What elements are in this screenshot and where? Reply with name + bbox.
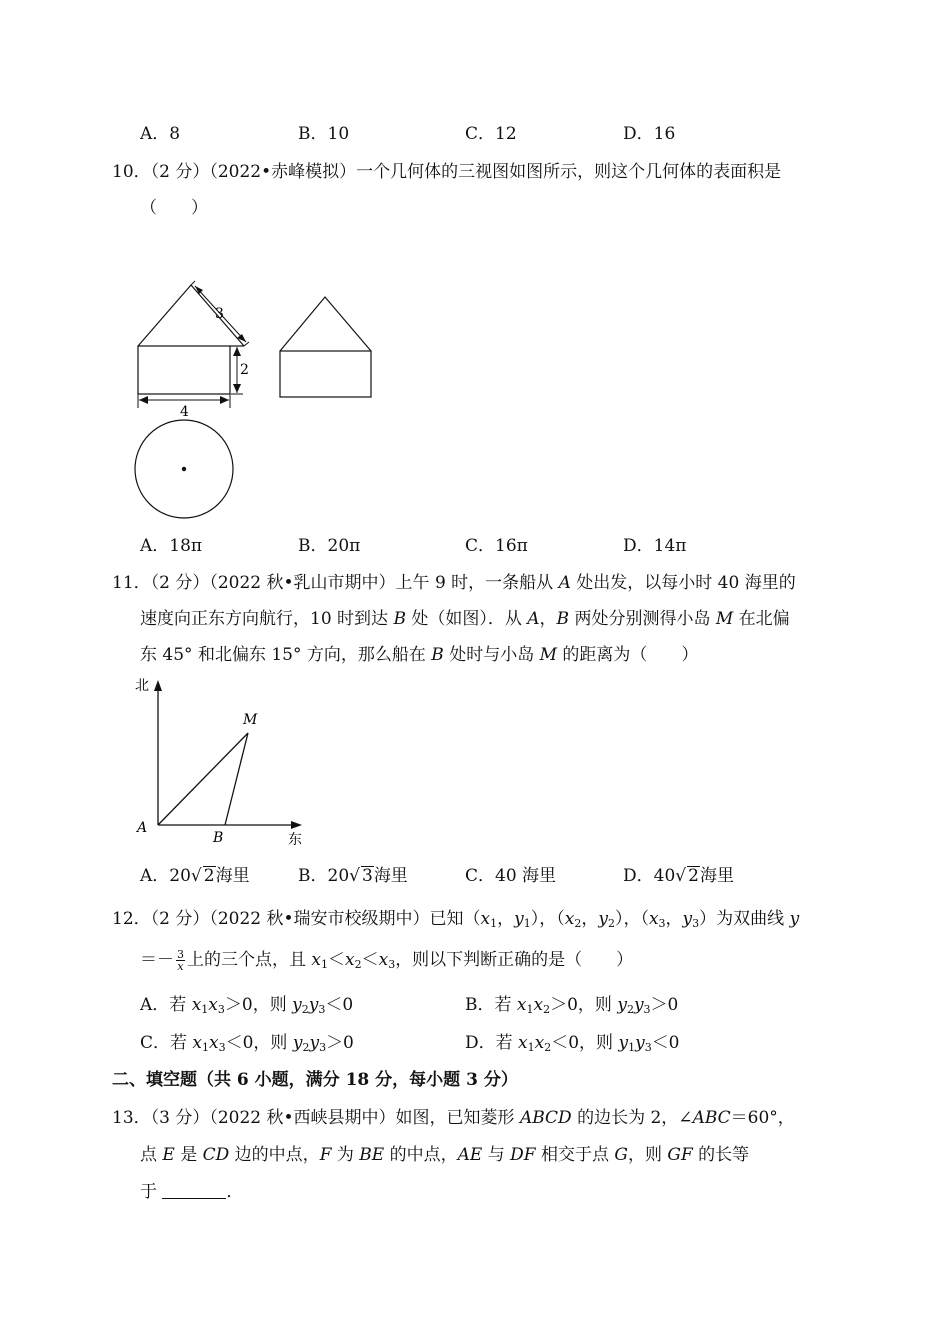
fraction-3-over-x: $\frac{3}{x}$ xyxy=(177,948,184,973)
q10-option-c: C．16π xyxy=(465,536,528,556)
q11-stem-line2: 速度向正东方向航行，10 时到达 B 处（如图）．从 A，B 两处分别测得小岛 M 在北偏 xyxy=(140,609,790,629)
q11-stem-line3: 东 45° 和北偏东 15° 方向，那么船在 B 处时与小岛 M 的距离为（ ） xyxy=(140,645,699,665)
q11-option-a: A．20√ 2海里 xyxy=(140,866,250,886)
answer-blank[interactable] xyxy=(162,1182,226,1199)
q11-option-d: D．40√ 2海里 xyxy=(623,866,734,886)
dimension-label-2: 2 xyxy=(240,362,249,378)
q12-stem-line1: 12．（2 分）（2022 秋•瑞安市校级期中）已知（$x_1$，$y_1$），（$x_2$，$y_2$），（$x_3$，$y_3$）为双曲线 y xyxy=(112,909,800,930)
north-label: 北 xyxy=(135,678,149,694)
q10-stem-line2: （ ） xyxy=(140,198,208,218)
q11-option-c: C．40 海里 xyxy=(465,866,557,886)
q12-option-c: C．若 $x_1x_3<0$，则 $y_2y_3>0$ xyxy=(140,1033,354,1054)
q11-option-b: B．20√ 3海里 xyxy=(298,866,408,886)
q12-option-b: B．若 $x_1x_2>0$，则 $y_2y_3>0$ xyxy=(465,995,679,1016)
front-view-roof xyxy=(138,285,244,346)
point-m-label: M xyxy=(243,712,258,728)
q10-stem-line1: 10．（2 分）（2022•赤峰模拟）一个几何体的三视图如图所示，则这个几何体的表面积是 xyxy=(112,162,782,182)
q12-option-d: D．若 $x_1x_2<0$，则 $y_1y_3<0$ xyxy=(465,1033,680,1054)
q10-option-a: A．18π xyxy=(140,536,203,556)
q13-stem-line3: 于 ． xyxy=(140,1182,244,1202)
dimension-label-4: 4 xyxy=(180,404,189,420)
ship-bearing-figure xyxy=(130,672,320,852)
section-title-fill-blank: 二、填空题（共 6 小题，满分 18 分，每小题 3 分） xyxy=(112,1070,518,1090)
q9-option-a: A．8 xyxy=(140,124,181,144)
q13-stem-line2: 点 E 是 CD 边的中点，F 为 BE 的中点，AE 与 DF 相交于点 G，则 GF 的长等 xyxy=(140,1145,750,1165)
q12-stem-line2: ＝－ $\frac{3}{x}$ 上的三个点，且 $x_1<x_2<x_3$，则以下判断正确的是（ ） xyxy=(140,948,634,973)
segment-am xyxy=(158,733,248,825)
q10-option-b: B．20π xyxy=(298,536,361,556)
side-view-roof xyxy=(280,297,371,351)
q11-stem-line1: 11．（2 分）（2022 秋•乳山市期中）上午 9 时，一条船从 A 处出发，以每小时 40 海里的 xyxy=(112,573,796,593)
q12-option-a: A．若 $x_1x_3>0$，则 $y_2y_3<0$ xyxy=(140,995,354,1016)
point-b-label: B xyxy=(213,830,224,846)
point-a-label: A xyxy=(137,820,148,836)
q10-option-d: D．14π xyxy=(623,536,687,556)
q9-option-c: C．12 xyxy=(465,124,517,144)
side-view-body xyxy=(280,351,371,397)
top-view-center-dot xyxy=(182,467,186,471)
q13-stem-line1: 13．（3 分）（2022 秋•西峡县期中）如图，已知菱形 ABCD 的边长为 2，∠ABC＝60°， xyxy=(112,1108,795,1128)
q9-option-d: D．16 xyxy=(623,124,676,144)
three-view-figure xyxy=(125,280,385,525)
front-view-body xyxy=(138,346,230,394)
q9-option-b: B．10 xyxy=(298,124,350,144)
east-label: 东 xyxy=(288,832,302,848)
dimension-label-3: 3 xyxy=(215,306,224,322)
segment-bm xyxy=(225,733,248,825)
